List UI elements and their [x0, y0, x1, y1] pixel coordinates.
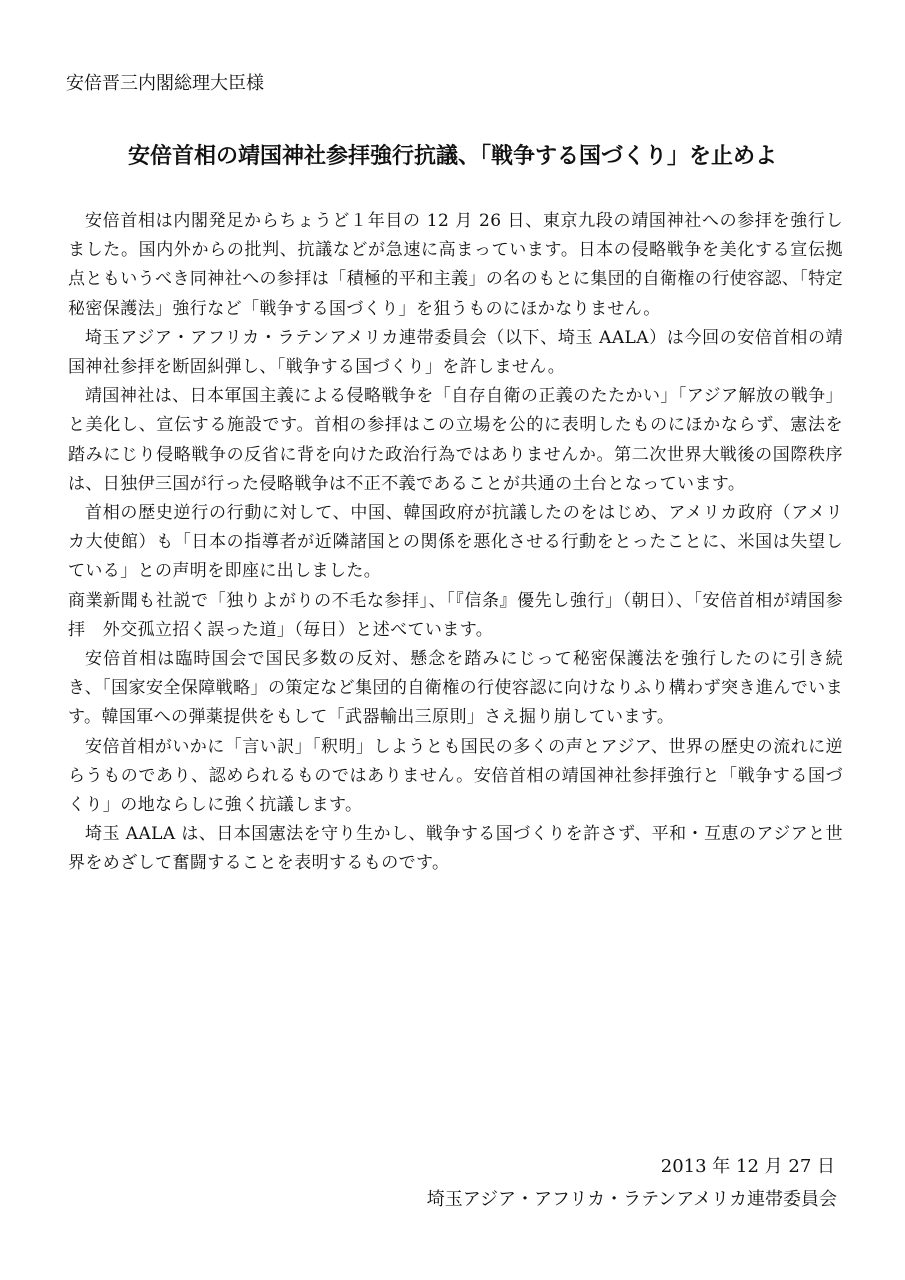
- body-paragraph: 首相の歴史逆行の行動に対して、中国、韓国政府が抗議したのをはじめ、アメリカ政府（アメリカ大使館）も「日本の指導者が近隣諸国との関係を悪化させる行動をとったことに、米国は失望している」との声明を即座に出しました。: [68, 503, 843, 582]
- letter-signature: 埼玉アジア・アフリカ・ラテンアメリカ連帯委員会: [426, 1189, 837, 1210]
- body-paragraph: 商業新聞も社説で「独りよがりの不毛な参拝」、「『信条』優先し強行」（朝日）、「安倍首相が靖国参拝 外交孤立招く誤った道」（毎日）と述べています。: [68, 590, 843, 640]
- addressee: 安倍晋三内閣総理大臣様: [66, 73, 264, 94]
- body-paragraph: 埼玉 AALA は、日本国憲法を守り生かし、戦争する国づくりを許さず、平和・互恵のアジアと世界をめざして奮闘することを表明するものです。: [68, 824, 843, 874]
- body-paragraph: 安倍首相がいかに「言い訳」「釈明」しようとも国民の多くの声とアジア、世界の歴史の流れに逆らうものであり、認められるものではありません。安倍首相の靖国神社参拝強行と「戦争する国づくり」の地ならしに強く抗議します。: [68, 736, 843, 816]
- body-paragraph: 安倍首相は内閣発足からちょうど１年目の 12 月 26 日、東京九段の靖国神社への参拝を強行しました。国内外からの批判、抗議などが急速に高まっています。日本の侵略戦争を美化する宣伝拠点ともいうべき同神社への参拝は「積極的平和主義」の名のもとに集団的自衛権の行使容認、「特定秘密保護法」強行など「戦争する国づくり」を狙うものにほかなりません。: [68, 211, 843, 319]
- letter-date: 2013 年 12 月 27 日: [660, 1156, 835, 1177]
- body-paragraph: 靖国神社は、日本軍国主義による侵略戦争を「自存自衛の正義のたたかい」「アジア解放の戦争」と美化し、宣伝する施設です。首相の参拝はこの立場を公的に表明したものにほかならず、憲法を踏みにじり侵略戦争の反省に背を向けた政治行為ではありませんか。第二次世界大戦後の国際秩序は、日独伊三国が行った侵略戦争は不正不義であることが共通の土台となっています。: [68, 386, 843, 494]
- letter-body: [68, 207, 843, 879]
- body-paragraph: 埼玉アジア・アフリカ・ラテンアメリカ連帯委員会（以下、埼玉 AALA）は今回の安倍首相の靖国神社参拝を断固糾弾し、「戦争する国づくり」を許しません。: [68, 327, 843, 378]
- body-paragraph: 安倍首相は臨時国会で国民多数の反対、懸念を踏みにじって秘密保護法を強行したのに引き続き、「国家安全保障戦略」の策定など集団的自衛権の行使容認に向けなりふり構わず突き進んでいます。韓国軍への弾薬提供をもして「武器輸出三原則」さえ掘り崩しています。: [68, 649, 843, 728]
- letter-title: 安倍首相の靖国神社参拝強行抗議、「戦争する国づくり」を止めよ: [127, 144, 777, 169]
